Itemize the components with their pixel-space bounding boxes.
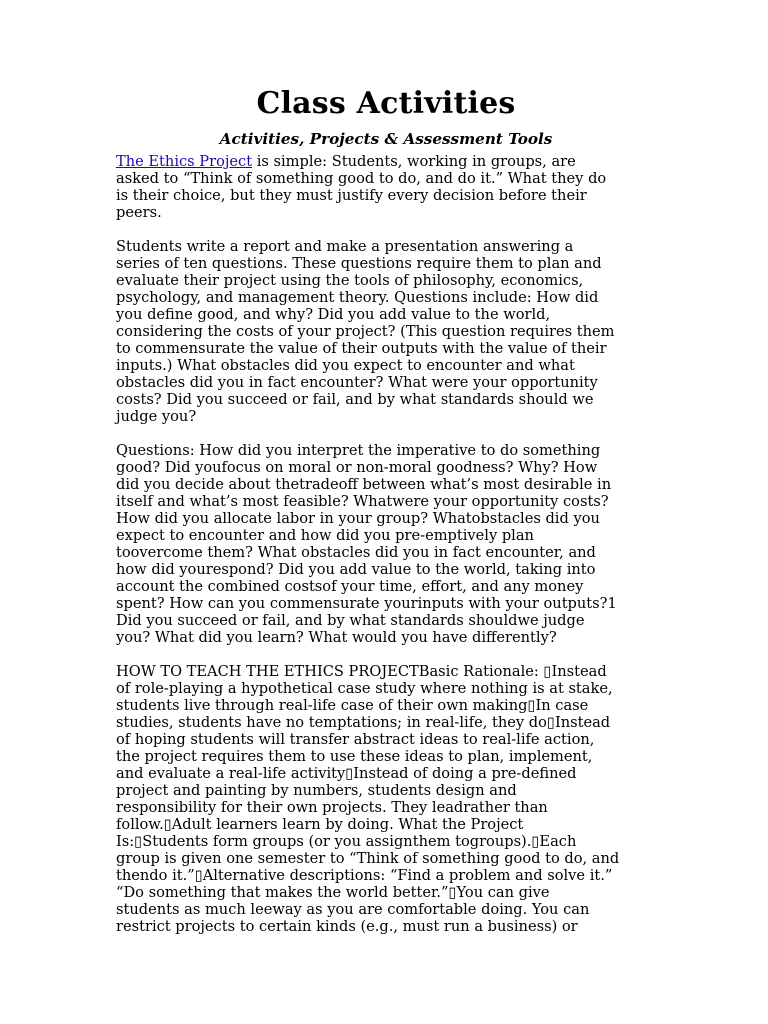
paragraph-line: and evaluate a real-life activity▯Instead of doing a pre-defined	[116, 765, 577, 782]
paragraph-line: “Do something that makes the world better.”▯You can give	[116, 884, 550, 901]
intro-line-1-text: is simple: Students, working in groups, are	[252, 153, 576, 170]
paragraph-line: thendo it.”▯Alternative descriptions: “Find a problem and solve it.”	[116, 867, 613, 884]
questions-paragraph	[116, 442, 656, 646]
paragraph-line: did you decide about thetradeoff between what’s most desirable in	[116, 476, 612, 493]
paragraph-line: of hoping students will transfer abstract ideas to real-life action,	[116, 731, 595, 748]
intro-line: is their choice, but they must justify every decision before their	[116, 187, 587, 204]
intro-line: asked to “Think of something good to do, and do it.” What they do	[116, 170, 607, 187]
paragraph-line: to commensurate the value of their outputs with the value of their	[116, 340, 607, 357]
paragraph-line: spent? How can you commensurate yourinputs with your outputs?1	[116, 595, 617, 612]
paragraph-line: group is given one semester to “Think of something good to do, and	[116, 850, 620, 867]
paragraph-line: account the combined costsof your time, effort, and any money	[116, 578, 584, 595]
page-subtitle: Activities, Projects & Assessment Tools	[219, 130, 553, 148]
paragraph-line: series of ten questions. These questions require them to plan and	[116, 255, 602, 272]
paragraph-line: expect to encounter and how did you pre-emptively plan	[116, 527, 534, 544]
paragraph-line: Is:▯Students form groups (or you assignthem togroups).▯Each	[116, 833, 577, 850]
intro-line-1	[116, 153, 656, 170]
paragraph-line: evaluate their project using the tools of philosophy, economics,	[116, 272, 584, 289]
paragraph-line: the project requires them to use these ideas to plan, implement,	[116, 748, 593, 765]
paragraph-line: Did you succeed or fail, and by what standards shouldwe judge	[116, 612, 585, 629]
paragraph-line: Questions: How did you interpret the imperative to do something	[116, 442, 601, 459]
paragraph-line: follow.▯Adult learners learn by doing. What the Project	[116, 816, 524, 833]
paragraph-line: students live through real-life case of their own making▯In case	[116, 697, 589, 714]
paragraph-line: considering the costs of your project? (This question requires them	[116, 323, 615, 340]
intro-line: peers.	[116, 204, 162, 221]
paragraph-line: responsibility for their own projects. They leadrather than	[116, 799, 548, 816]
paragraph-line: restrict projects to certain kinds (e.g., must run a business) or	[116, 918, 578, 935]
page-title: Class Activities	[256, 86, 516, 121]
paragraph-line: you? What did you learn? What would you have differently?	[116, 629, 557, 646]
paragraph-line: students as much leeway as you are comfortable doing. You can	[116, 901, 590, 918]
paragraph-line: How did you allocate labor in your group? Whatobstacles did you	[116, 510, 600, 527]
paragraph-line: of role-playing a hypothetical case study where nothing is at stake,	[116, 680, 613, 697]
paragraph-line: toovercome them? What obstacles did you in fact encounter, and	[116, 544, 596, 561]
paragraph-line: project and painting by numbers, students design and	[116, 782, 517, 799]
paragraph-line: Students write a report and make a presentation answering a	[116, 238, 574, 255]
paragraph-line: good? Did youfocus on moral or non-moral goodness? Why? How	[116, 459, 598, 476]
ethics-project-link[interactable]: The Ethics Project	[116, 153, 253, 170]
paragraph-line: studies, students have no temptations; in real-life, they do▯Instead	[116, 714, 611, 731]
paragraph-line: HOW TO TEACH THE ETHICS PROJECTBasic Rationale: ▯Instead	[116, 663, 607, 680]
paragraph-line: costs? Did you succeed or fail, and by what standards should we	[116, 391, 594, 408]
paragraph-line: psychology, and management theory. Questions include: How did	[116, 289, 599, 306]
paragraph-line: inputs.) What obstacles did you expect to encounter and what	[116, 357, 575, 374]
paragraph-line: you define good, and why? Did you add value to the world,	[116, 306, 551, 323]
report-paragraph	[116, 238, 656, 425]
how-to-teach-paragraph	[116, 663, 656, 935]
intro-paragraph	[116, 153, 656, 221]
paragraph-line: how did yourespond? Did you add value to the world, taking into	[116, 561, 596, 578]
paragraph-line: judge you?	[116, 408, 197, 425]
document-page	[116, 84, 656, 952]
paragraph-line: itself and what’s most feasible? Whatwere your opportunity costs?	[116, 493, 609, 510]
paragraph-line: obstacles did you in fact encounter? What were your opportunity	[116, 374, 598, 391]
